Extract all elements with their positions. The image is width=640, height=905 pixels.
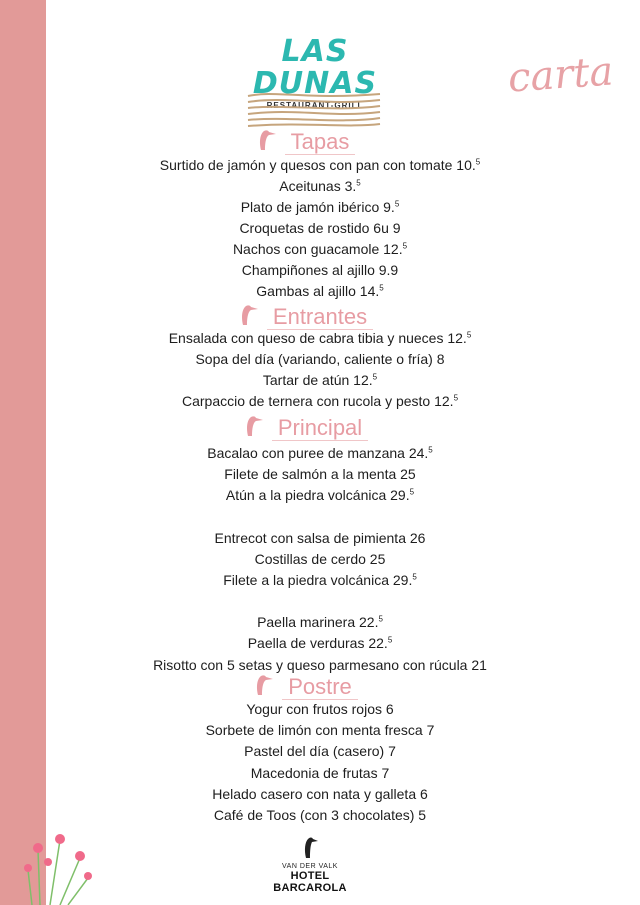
menu-item: Café de Toos (con 3 chocolates) 5	[213, 807, 427, 823]
flowers-icon	[20, 830, 100, 905]
menu-item: Macedonia de frutas 7	[250, 765, 390, 781]
menu-item: Croquetas de rostido 6u 9	[239, 220, 401, 236]
menu-item: Gambas al ajillo 14.$^5$	[256, 283, 384, 299]
menu-item: Paella marinera 22.$^5$	[257, 614, 383, 630]
menu-item: Ensalada con queso de cabra tibia y nueces 12.$^5$	[168, 330, 472, 346]
menu-item: Plato de jamón ibérico 9.$^5$	[240, 199, 400, 215]
menu-item: Sorbete de limón con menta fresca 7	[205, 722, 435, 738]
footer-brand: VAN DER VALK	[282, 863, 338, 870]
logo-subtitle: RESTAURANT-GRILL	[266, 101, 364, 110]
menu-item: Sopa del día (variando, caliente o fría) 8	[195, 351, 445, 367]
menu-item: Entrecot con salsa de pimienta 26	[214, 530, 426, 546]
section-title-tapas	[0, 130, 640, 155]
menu-item: Nachos con guacamole 12.$^5$	[232, 241, 408, 257]
section-title-text: Entrantes	[272, 304, 368, 329]
carta-label: carta	[506, 48, 615, 102]
dunes-waves-icon	[246, 90, 382, 128]
menu-item: Bacalao con puree de manzana 24.$^5$	[207, 445, 433, 461]
menu-item: Carpaccio de ternera con rucola y pesto 12.$^5$	[181, 393, 459, 409]
menu-item: Champiñones al ajillo 9.9	[241, 262, 399, 278]
section-title-principal	[0, 416, 640, 441]
menu-item: Risotto con 5 setas y queso parmesano con rúcula 21	[153, 657, 487, 673]
menu-item: Aceitunas 3.$^5$	[279, 178, 361, 194]
toucan-icon	[255, 128, 277, 152]
toucan-logo-icon	[302, 836, 318, 858]
section-title-text: Principal	[277, 415, 363, 440]
logo-title: LAS DUNAS	[252, 34, 378, 101]
footer-hotel-name: HOTEL BARCAROLA	[273, 870, 347, 894]
menu-item: Surtido de jamón y quesos con pan con tomate 10.$^5$	[159, 157, 481, 173]
menu-item: Tartar de atún 12.$^5$	[262, 372, 378, 388]
section-title-entrantes	[0, 305, 640, 330]
toucan-icon	[252, 673, 274, 697]
menu-item: Filete de salmón a la menta 25	[224, 466, 416, 482]
menu-item: Yogur con frutos rojos 6	[246, 701, 394, 717]
section-title-postre	[0, 675, 640, 700]
menu-item: Atún a la piedra volcánica 29.$^5$	[225, 487, 415, 503]
toucan-icon	[237, 303, 259, 327]
menu-item: Filete a la piedra volcánica 29.$^5$	[223, 572, 417, 588]
toucan-icon	[242, 414, 264, 438]
hotel-footer	[260, 836, 360, 894]
menu-item: Pastel del día (casero) 7	[244, 743, 396, 759]
section-title-text: Postre	[288, 674, 352, 699]
section-title-text: Tapas	[290, 129, 350, 154]
menu-item: Costillas de cerdo 25	[254, 551, 386, 567]
menu-item: Paella de verduras 22.$^5$	[247, 635, 393, 651]
menu-item: Helado casero con nata y galleta 6	[212, 786, 428, 802]
